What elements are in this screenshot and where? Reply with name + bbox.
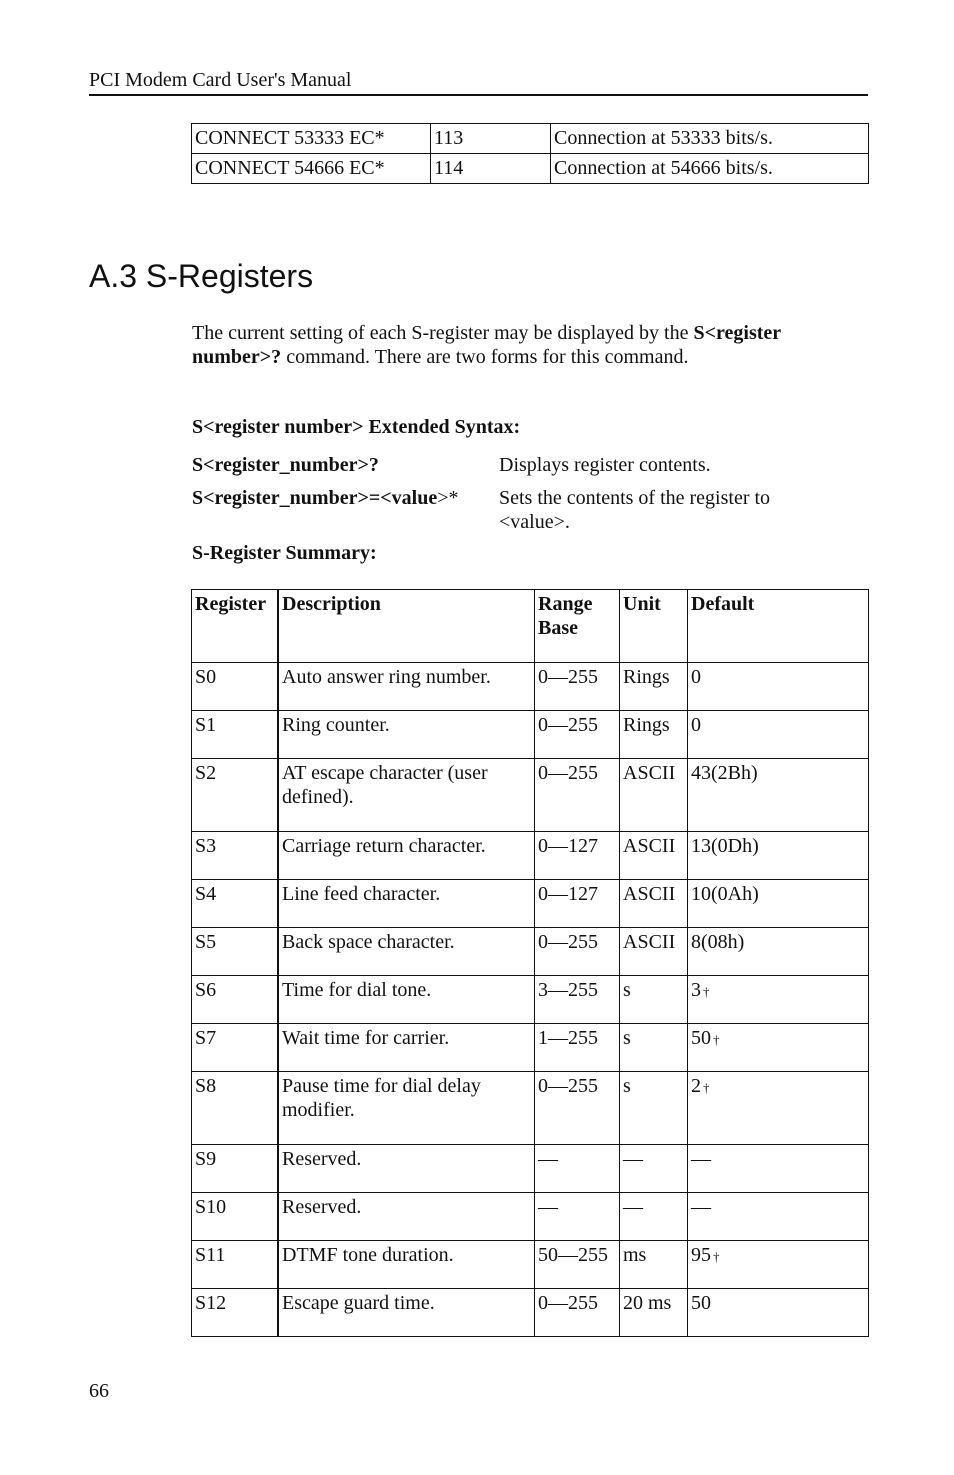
range-cell: 0—255	[535, 1289, 620, 1337]
range-cell: 0—255	[535, 711, 620, 759]
range-cell: 1—255	[535, 1024, 620, 1072]
result-code-cell: CONNECT 53333 EC*	[192, 124, 431, 154]
table-row	[192, 976, 869, 1024]
intro-paragraph	[192, 321, 852, 369]
intro-text-end: command. There are two forms for this command.	[281, 346, 689, 368]
range-cell: 50—255	[535, 1241, 620, 1289]
dagger-mark: †	[713, 1249, 720, 1264]
register-cell: S2	[192, 759, 279, 832]
table-row	[192, 124, 869, 154]
page-header	[89, 66, 868, 96]
table-row	[192, 154, 869, 184]
default-cell	[688, 1072, 869, 1145]
default-value: 0	[691, 714, 701, 736]
register-cell: S12	[192, 1289, 279, 1337]
result-code-cell: CONNECT 54666 EC*	[192, 154, 431, 184]
range-cell: 0—255	[535, 663, 620, 711]
unit-cell: ASCII	[620, 759, 688, 832]
range-cell: 0—127	[535, 832, 620, 880]
range-cell: 0—127	[535, 880, 620, 928]
table-row	[192, 1072, 869, 1145]
description-cell: Ring counter.	[278, 711, 535, 759]
table-row	[192, 711, 869, 759]
table-row	[192, 1145, 869, 1193]
default-value: 0	[691, 666, 701, 688]
unit-cell: Rings	[620, 663, 688, 711]
default-value: 50	[691, 1292, 711, 1314]
syntax-command-suffix: >*	[437, 487, 459, 509]
range-cell: —	[535, 1145, 620, 1193]
range-cell: —	[535, 1193, 620, 1241]
table-row	[192, 663, 869, 711]
range-cell: 0—255	[535, 928, 620, 976]
table-row	[192, 880, 869, 928]
dagger-mark: †	[703, 984, 710, 999]
table-row	[192, 1193, 869, 1241]
register-cell: S0	[192, 663, 279, 711]
table-row	[192, 928, 869, 976]
default-cell	[688, 759, 869, 832]
table-row	[192, 759, 869, 832]
s-register-table	[191, 589, 869, 1337]
description-cell: Reserved.	[278, 1193, 535, 1241]
unit-cell: ASCII	[620, 928, 688, 976]
register-cell: S3	[192, 832, 279, 880]
description-cell: AT escape character (user defined).	[278, 759, 535, 832]
column-header-range: Range Base	[535, 590, 620, 663]
description-cell: Escape guard time.	[278, 1289, 535, 1337]
result-description-cell: Connection at 53333 bits/s.	[551, 124, 869, 154]
syntax-command-text: S<register_number>?	[192, 454, 379, 476]
table-row	[192, 1289, 869, 1337]
default-value: —	[691, 1196, 711, 1218]
column-header-description: Description	[278, 590, 535, 663]
default-cell	[688, 711, 869, 759]
description-cell: Carriage return character.	[278, 832, 535, 880]
table-row	[192, 832, 869, 880]
description-cell: Time for dial tone.	[278, 976, 535, 1024]
syntax-command	[192, 453, 379, 477]
description-cell: DTMF tone duration.	[278, 1241, 535, 1289]
register-cell: S1	[192, 711, 279, 759]
description-cell: Auto answer ring number.	[278, 663, 535, 711]
register-cell: S4	[192, 880, 279, 928]
unit-cell: —	[620, 1145, 688, 1193]
default-value: 10(0Ah)	[691, 883, 759, 905]
unit-cell: s	[620, 1072, 688, 1145]
table-row	[192, 1241, 869, 1289]
default-cell	[688, 1289, 869, 1337]
table-row	[192, 1024, 869, 1072]
default-cell	[688, 1193, 869, 1241]
s-register-table-body	[192, 663, 869, 1337]
unit-cell: —	[620, 1193, 688, 1241]
column-header-unit: Unit	[620, 590, 688, 663]
default-cell	[688, 976, 869, 1024]
unit-cell: Rings	[620, 711, 688, 759]
register-cell: S7	[192, 1024, 279, 1072]
default-value: 95	[691, 1244, 711, 1266]
description-cell: Back space character.	[278, 928, 535, 976]
dagger-mark: †	[713, 1032, 720, 1047]
page-number: 66	[89, 1380, 109, 1402]
unit-cell: s	[620, 976, 688, 1024]
intro-text: The current setting of each S-register may be displayed by the	[192, 322, 694, 344]
default-cell	[688, 663, 869, 711]
unit-cell: s	[620, 1024, 688, 1072]
syntax-command	[192, 486, 458, 510]
section-title: A.3 S-Registers	[89, 258, 314, 294]
default-value: 50	[691, 1027, 711, 1049]
description-cell: Reserved.	[278, 1145, 535, 1193]
register-cell: S10	[192, 1193, 279, 1241]
result-number-cell: 114	[431, 154, 551, 184]
default-value: 2	[691, 1075, 701, 1097]
summary-heading: S-Register Summary:	[192, 542, 377, 564]
register-cell: S6	[192, 976, 279, 1024]
column-header-register: Register	[192, 590, 279, 663]
description-cell: Line feed character.	[278, 880, 535, 928]
unit-cell: 20 ms	[620, 1289, 688, 1337]
range-cell: 3—255	[535, 976, 620, 1024]
description-cell: Wait time for carrier.	[278, 1024, 535, 1072]
manual-title: PCI Modem Card User's Manual	[89, 69, 352, 91]
default-cell	[688, 928, 869, 976]
result-number-cell: 113	[431, 124, 551, 154]
unit-cell: ASCII	[620, 832, 688, 880]
column-header-default: Default	[688, 590, 869, 663]
unit-cell: ms	[620, 1241, 688, 1289]
default-value: 13(0Dh)	[691, 835, 759, 857]
result-codes-table	[191, 123, 869, 184]
intro-command: S<register number>?	[192, 322, 781, 368]
default-value: 3	[691, 979, 701, 1001]
default-cell	[688, 832, 869, 880]
range-cell: 0—255	[535, 759, 620, 832]
extended-syntax-heading: S<register number> Extended Syntax:	[192, 416, 521, 438]
register-cell: S5	[192, 928, 279, 976]
dagger-mark: †	[703, 1080, 710, 1095]
syntax-description: Displays register contents.	[499, 454, 711, 476]
syntax-description: Sets the contents of the register to <value>.	[499, 487, 771, 533]
unit-cell: ASCII	[620, 880, 688, 928]
default-cell	[688, 1024, 869, 1072]
range-cell: 0—255	[535, 1072, 620, 1145]
register-cell: S9	[192, 1145, 279, 1193]
syntax-command-text: S<register_number>=<value	[192, 487, 438, 509]
description-cell: Pause time for dial delay modifier.	[278, 1072, 535, 1145]
result-description-cell: Connection at 54666 bits/s.	[551, 154, 869, 184]
default-cell	[688, 1145, 869, 1193]
register-cell: S8	[192, 1072, 279, 1145]
default-cell	[688, 1241, 869, 1289]
table-header-row	[192, 590, 869, 663]
register-cell: S11	[192, 1241, 279, 1289]
default-cell	[688, 880, 869, 928]
default-value: —	[691, 1148, 711, 1170]
default-value: 8(08h)	[691, 931, 745, 953]
default-value: 43(2Bh)	[691, 762, 758, 784]
